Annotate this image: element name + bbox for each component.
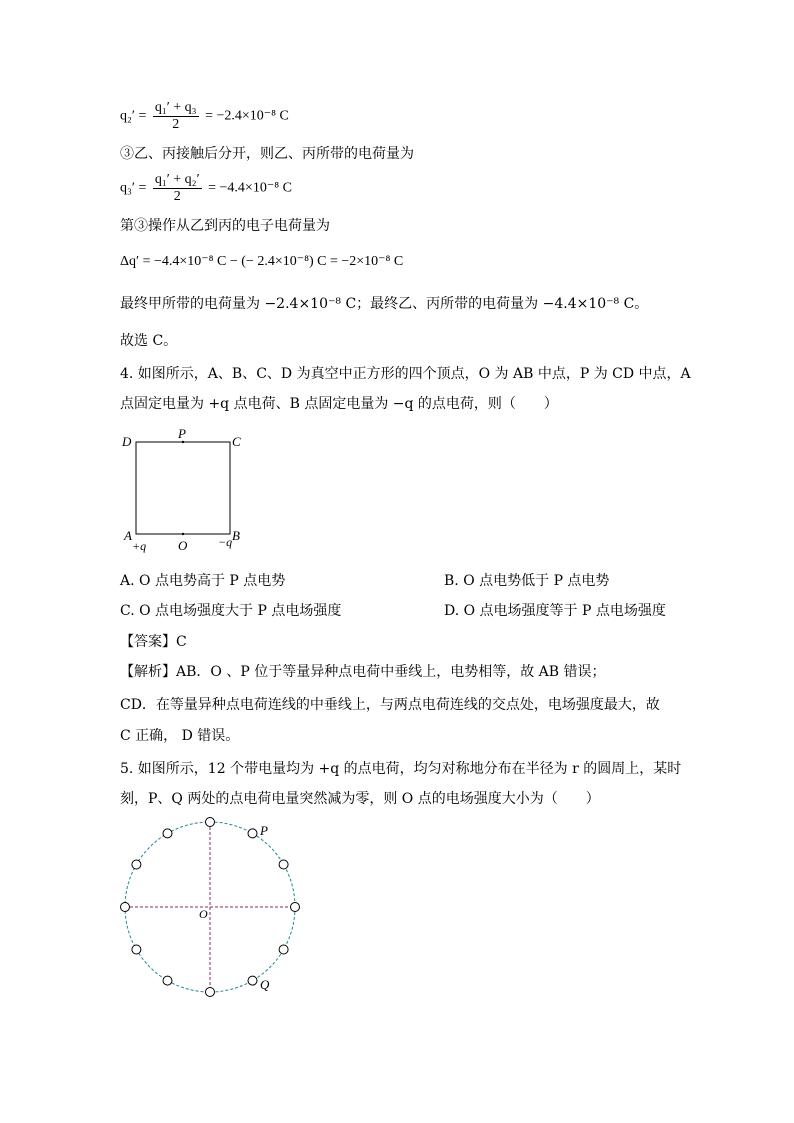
label-d: D xyxy=(122,434,132,449)
q4-option-d[interactable]: D. O 点电场强度等于 P 点电场强度 xyxy=(444,603,666,619)
q5-line2: 刻，P、Q 两处的点电荷电量突然减为零，则 O 点的电场强度大小为（ ） xyxy=(120,791,600,807)
label-minus-q: −q xyxy=(218,535,233,549)
eq1-rhs: = −2.4×10⁻⁸ C xyxy=(205,108,289,124)
charge-10 xyxy=(132,860,141,869)
charge-8 xyxy=(132,945,141,954)
label-o: O xyxy=(199,907,208,921)
charge-11 xyxy=(163,829,172,838)
label-p: P xyxy=(178,426,186,441)
step3-text: ③乙、丙接触后分开，则乙、丙所带的电荷量为 xyxy=(120,146,414,162)
eq2-numerator: q₁′ + q₂′ xyxy=(154,172,200,187)
eq2-rhs: = −4.4×10⁻⁸ C xyxy=(208,180,292,196)
label-o: O xyxy=(178,538,188,553)
charge-right xyxy=(291,903,300,912)
label-a: A xyxy=(124,528,132,543)
q4-answer: 【答案】C xyxy=(120,634,187,650)
square-abcd xyxy=(136,442,230,534)
equation-delta-q: Δq′ = −4.4×10⁻⁸ C − (− 2.4×10⁻⁸) C = −2×10⁻⁸ C xyxy=(120,254,404,269)
charge-q xyxy=(248,976,257,985)
q5-line1: 5. 如图所示，12 个带电量均为 +q 的点电荷，均匀对称地分布在半径为 r 的圆周上，某时 xyxy=(120,761,682,777)
q4-line1: 4. 如图所示，A、B、C、D 为真空中正方形的四个顶点，O 为 AB 中点，P 为 CD 中点，A xyxy=(120,366,691,382)
charge-7 xyxy=(163,976,172,985)
q4-analysis-line1: 【解析】AB．O 、P 位于等量异种点电荷中垂线上，电势相等，故 AB 错误； xyxy=(120,664,606,680)
label-b: B xyxy=(232,528,240,543)
charge-p xyxy=(248,829,257,838)
equation-q3prime xyxy=(120,172,292,205)
point-p-dot xyxy=(182,441,184,443)
q4-square-figure xyxy=(118,424,258,558)
choose-answer-text: 故选 C。 xyxy=(120,333,178,349)
eq2-denominator: 2 xyxy=(173,189,181,204)
q4-line2: 点固定电量为 +q 点电荷、B 点固定电量为 −q 的点电荷，则（ ） xyxy=(120,396,558,412)
charge-2 xyxy=(279,860,288,869)
point-o-dot xyxy=(182,533,184,535)
charge-top xyxy=(206,818,215,827)
final-charge-text: 最终甲所带的电荷量为 −2.4×10⁻⁸ C；最终乙、丙所带的电荷量为 −4.4×10⁻⁸ C。 xyxy=(120,296,649,312)
label-c: C xyxy=(232,434,241,449)
label-p: P xyxy=(260,823,268,838)
eq1-denominator: 2 xyxy=(172,117,180,132)
q4-option-a[interactable]: A. O 点电势高于 P 点电势 xyxy=(120,573,286,589)
q4-option-b[interactable]: B. O 点电势低于 P 点电势 xyxy=(444,573,610,589)
eq1-fraction xyxy=(153,100,199,133)
equation-q2prime xyxy=(120,100,289,133)
charge-left xyxy=(121,903,130,912)
label-plus-q: +q xyxy=(132,539,147,553)
q4-option-c[interactable]: C. O 点电场强度大于 P 点电场强度 xyxy=(120,603,342,619)
eq2-lhs: q₃′ = xyxy=(120,180,147,196)
eq1-lhs: q₂′ = xyxy=(120,108,147,124)
label-q: Q xyxy=(260,977,270,992)
charge-4 xyxy=(279,945,288,954)
q4-analysis-line3: C 正确， D 错误。 xyxy=(120,728,240,744)
eq2-fraction xyxy=(153,172,202,205)
eq1-numerator: q₁′ + q₃ xyxy=(154,100,197,115)
step3-transfer-text: 第③操作从乙到丙的电子电荷量为 xyxy=(120,218,330,234)
q4-analysis-line2: CD．在等量异种点电荷连线的中垂线上，与两点电荷连线的交点处，电场强度最大，故 xyxy=(120,697,660,713)
q5-circle-figure xyxy=(110,810,310,1006)
charge-bottom xyxy=(206,988,215,997)
